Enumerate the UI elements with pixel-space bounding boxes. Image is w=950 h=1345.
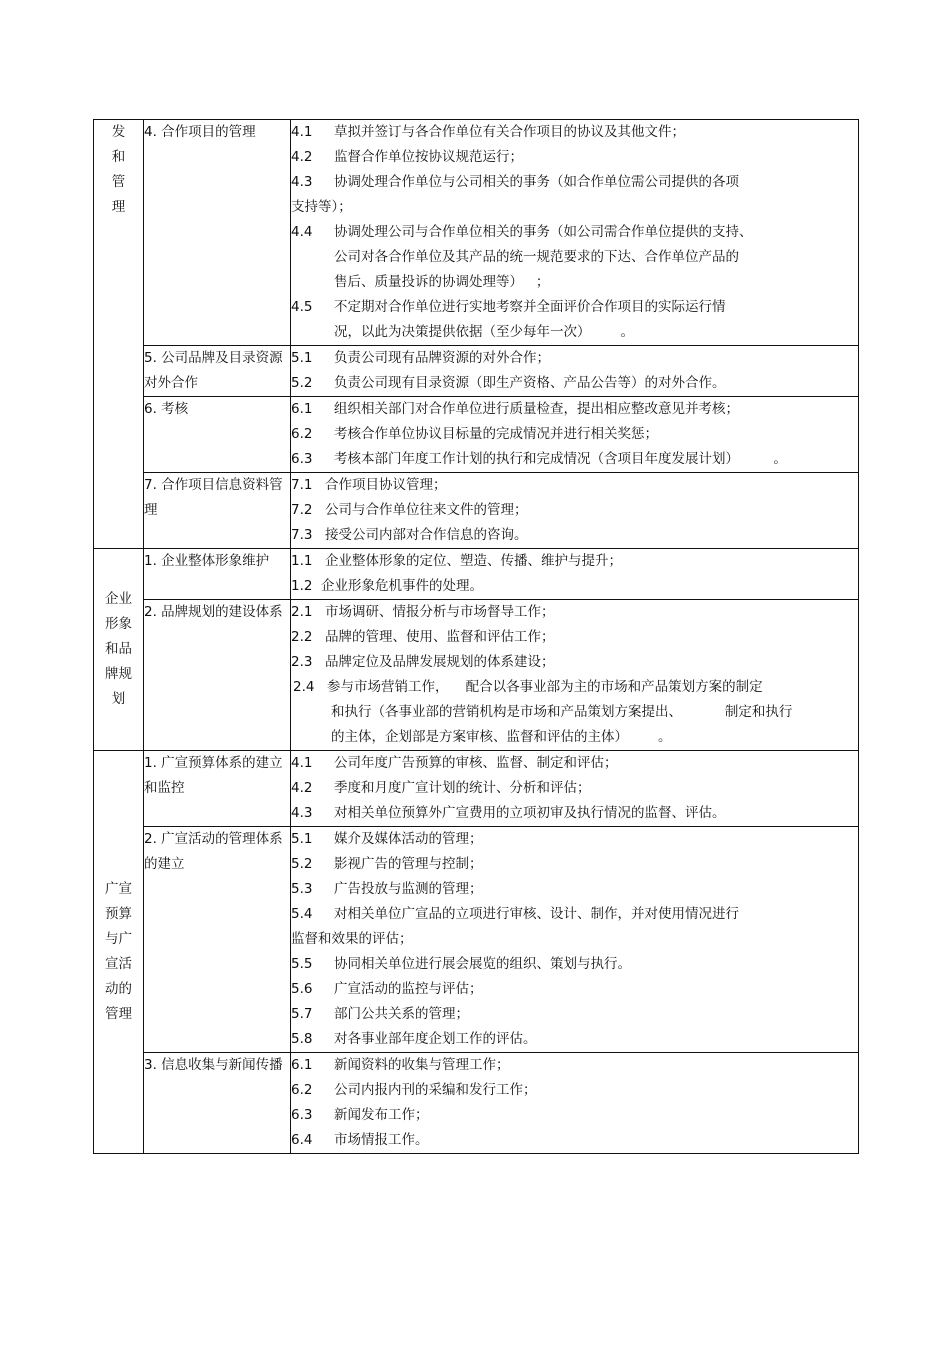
items-cell — [291, 600, 859, 751]
item-number: 5.3 — [291, 881, 313, 897]
sub-category-label: 7. 合作项目信息资料管理 — [144, 477, 283, 518]
table-row — [94, 1053, 859, 1154]
item-text: 对相关单位广宣品的立项进行审核、设计、制作，并对使用情况进行 — [334, 906, 739, 922]
category-label: 发和管理 — [111, 124, 126, 215]
item-text: 公司内报内刊的采编和发行工作； — [334, 1082, 537, 1098]
table-row — [94, 120, 859, 346]
list-item — [291, 549, 858, 574]
sub-category-label: 1. 企业整体形象维护 — [144, 553, 270, 569]
item-text: 对相关单位预算外广宣费用的立项初审及执行情况的监督、评估。 — [334, 805, 726, 821]
list-item — [291, 473, 858, 498]
list-item — [291, 170, 858, 195]
item-number: 5.6 — [291, 981, 313, 997]
sub-category-cell — [144, 1053, 291, 1154]
item-number: 4.5 — [291, 299, 313, 315]
category-cell — [94, 751, 144, 1154]
item-number: 4.3 — [291, 174, 313, 190]
list-item — [291, 1103, 858, 1128]
item-number: 4.1 — [291, 124, 313, 140]
category-cell — [94, 120, 144, 549]
item-text: 草拟并签订与各合作单位有关合作项目的协议及其他文件； — [334, 124, 685, 140]
list-item — [291, 498, 858, 523]
list-item — [291, 902, 858, 927]
item-number: 2.4 — [293, 679, 315, 695]
list-item — [291, 574, 858, 599]
table-row — [94, 600, 859, 751]
list-item — [291, 827, 858, 852]
list-item — [291, 295, 858, 320]
sub-category-cell — [144, 549, 291, 600]
item-text: 合作项目协议管理； — [325, 477, 447, 493]
item-continuation: 监督和效果的评估； — [291, 931, 413, 947]
item-text: 部门公共关系的管理； — [334, 1006, 469, 1022]
table-row — [94, 827, 859, 1053]
item-text: 接受公司内部对合作信息的咨询。 — [325, 527, 528, 543]
item-number: 5.2 — [291, 856, 313, 872]
item-text: 市场情报工作。 — [334, 1132, 429, 1148]
item-number: 2.3 — [291, 654, 313, 670]
sub-category-cell — [144, 473, 291, 549]
sub-category-cell — [144, 397, 291, 473]
item-text: 企业形象危机事件的处理。 — [321, 578, 483, 594]
sub-category-label: 1. 广宣预算体系的建立和监控 — [144, 755, 283, 796]
items-cell — [291, 751, 859, 827]
category-label: 广宣预算与广宣活动的管理 — [105, 881, 132, 1022]
list-item — [291, 801, 858, 826]
item-text: 品牌定位及品牌发展规划的体系建设； — [325, 654, 555, 670]
item-number: 6.2 — [291, 426, 313, 442]
list-item — [291, 220, 858, 245]
item-number: 6.2 — [291, 1082, 313, 1098]
item-text: 协调处理公司与合作单位相关的事务（如公司需合作单位提供的支持、 — [334, 224, 753, 240]
list-item — [291, 751, 858, 776]
item-text: 新闻资料的收集与管理工作； — [334, 1057, 510, 1073]
sub-category-cell — [144, 600, 291, 751]
list-item — [291, 852, 858, 877]
list-item — [291, 877, 858, 902]
list-item — [291, 145, 858, 170]
sub-category-label: 2. 品牌规划的建设体系 — [144, 604, 283, 620]
items-cell — [291, 549, 859, 600]
list-item — [291, 650, 858, 675]
item-text: 对各事业部年度企划工作的评估。 — [334, 1031, 537, 1047]
sub-category-cell — [144, 120, 291, 346]
list-item — [291, 625, 858, 650]
item-text: 影视广告的管理与控制； — [334, 856, 483, 872]
item-text: 广宣活动的监控与评估； — [334, 981, 483, 997]
list-item — [291, 776, 858, 801]
item-number: 7.1 — [291, 477, 313, 493]
category-label: 企业形象和品牌规划 — [105, 591, 132, 707]
item-number: 1.2 — [291, 578, 313, 594]
list-item — [291, 422, 858, 447]
item-number: 4.2 — [291, 780, 313, 796]
sub-category-label: 5. 公司品牌及目录资源对外合作 — [144, 350, 283, 391]
sub-category-cell — [144, 827, 291, 1053]
item-number: 6.3 — [291, 451, 313, 467]
table-row — [94, 397, 859, 473]
item-text: 季度和月度广宣计划的统计、分析和评估； — [334, 780, 591, 796]
item-text: 不定期对合作单位进行实地考察并全面评价合作项目的实际运行情 — [334, 299, 726, 315]
item-number: 5.8 — [291, 1031, 313, 1047]
list-item — [291, 371, 858, 396]
items-cell — [291, 346, 859, 397]
list-item — [291, 447, 858, 472]
item-text: 监督合作单位按协议规范运行； — [334, 149, 523, 165]
item-text: 考核合作单位协议目标量的完成情况并进行相关奖惩； — [334, 426, 658, 442]
item-number: 5.1 — [291, 350, 313, 366]
item-text: 市场调研、情报分析与市场督导工作； — [325, 604, 555, 620]
item-text: 广告投放与监测的管理； — [334, 881, 483, 897]
list-item — [291, 346, 858, 371]
item-text: 媒介及媒体活动的管理； — [334, 831, 483, 847]
item-text: 协同相关单位进行展会展览的组织、策划与执行。 — [334, 956, 631, 972]
item-number: 4.4 — [291, 224, 313, 240]
category-cell — [94, 549, 144, 751]
items-cell — [291, 473, 859, 549]
list-item — [291, 1002, 858, 1027]
sub-category-label: 6. 考核 — [144, 401, 189, 417]
list-item — [291, 1078, 858, 1103]
item-text: 企业整体形象的定位、塑造、传播、维护与提升； — [325, 553, 622, 569]
item-text: 组织相关部门对合作单位进行质量检查，提出相应整改意见并考核； — [334, 401, 739, 417]
sub-category-cell — [144, 751, 291, 827]
item-number: 5.7 — [291, 1006, 313, 1022]
item-continuation: 售后、质量投诉的协调处理等） ； — [334, 274, 550, 290]
item-number: 4.1 — [291, 755, 313, 771]
item-text: 公司与合作单位往来文件的管理； — [325, 502, 528, 518]
item-number: 6.3 — [291, 1107, 313, 1123]
item-number: 7.2 — [291, 502, 313, 518]
list-item — [291, 1053, 858, 1078]
responsibility-table — [93, 119, 859, 1154]
table-row — [94, 549, 859, 600]
item-continuation: 和执行（各事业部的营销机构是市场和产品策划方案提出、 制定和执行 — [331, 704, 793, 720]
item-text: 公司年度广告预算的审核、监督、制定和评估； — [334, 755, 618, 771]
item-text: 负责公司现有品牌资源的对外合作； — [334, 350, 550, 366]
item-number: 4.2 — [291, 149, 313, 165]
table-row — [94, 473, 859, 549]
item-number: 6.4 — [291, 1132, 313, 1148]
item-number: 6.1 — [291, 1057, 313, 1073]
item-number: 4.3 — [291, 805, 313, 821]
list-item — [291, 1027, 858, 1052]
list-item — [291, 120, 858, 145]
list-item — [291, 952, 858, 977]
list-item — [291, 675, 858, 700]
item-continuation: 况，以此为决策提供依据（至少每年一次） 。 — [334, 324, 635, 340]
table-row — [94, 751, 859, 827]
item-number: 5.4 — [291, 906, 313, 922]
items-cell — [291, 397, 859, 473]
item-number: 2.1 — [291, 604, 313, 620]
item-number: 1.1 — [291, 553, 313, 569]
item-continuation: 支持等）； — [291, 199, 352, 215]
items-cell — [291, 827, 859, 1053]
item-number: 6.1 — [291, 401, 313, 417]
list-item — [291, 600, 858, 625]
table-row — [94, 346, 859, 397]
list-item — [291, 977, 858, 1002]
item-number: 7.3 — [291, 527, 313, 543]
item-text: 考核本部门年度工作计划的执行和完成情况（含项目年度发展计划） 。 — [334, 451, 787, 467]
list-item — [291, 523, 858, 548]
item-text: 新闻发布工作； — [334, 1107, 429, 1123]
item-number: 5.5 — [291, 956, 313, 972]
item-number: 2.2 — [291, 629, 313, 645]
items-cell — [291, 120, 859, 346]
item-number: 5.1 — [291, 831, 313, 847]
list-item — [291, 1128, 858, 1153]
item-text: 协调处理合作单位与公司相关的事务（如合作单位需公司提供的各项 — [334, 174, 739, 190]
item-text: 参与市场营销工作， 配合以各事业部为主的市场和产品策划方案的制定 — [327, 679, 763, 695]
sub-category-cell — [144, 346, 291, 397]
item-text: 品牌的管理、使用、监督和评估工作； — [325, 629, 555, 645]
list-item — [291, 397, 858, 422]
item-text: 负责公司现有目录资源（即生产资格、产品公告等）的对外合作。 — [334, 375, 726, 391]
sub-category-label: 4. 合作项目的管理 — [144, 124, 256, 140]
sub-category-label: 3. 信息收集与新闻传播 — [144, 1057, 283, 1073]
items-cell — [291, 1053, 859, 1154]
item-continuation: 的主体，企划部是方案审核、监督和评估的主体） 。 — [331, 729, 672, 745]
sub-category-label: 2. 广宣活动的管理体系的建立 — [144, 831, 283, 872]
item-continuation: 公司对各合作单位及其产品的统一规范要求的下达、合作单位产品的 — [334, 249, 739, 265]
item-number: 5.2 — [291, 375, 313, 391]
